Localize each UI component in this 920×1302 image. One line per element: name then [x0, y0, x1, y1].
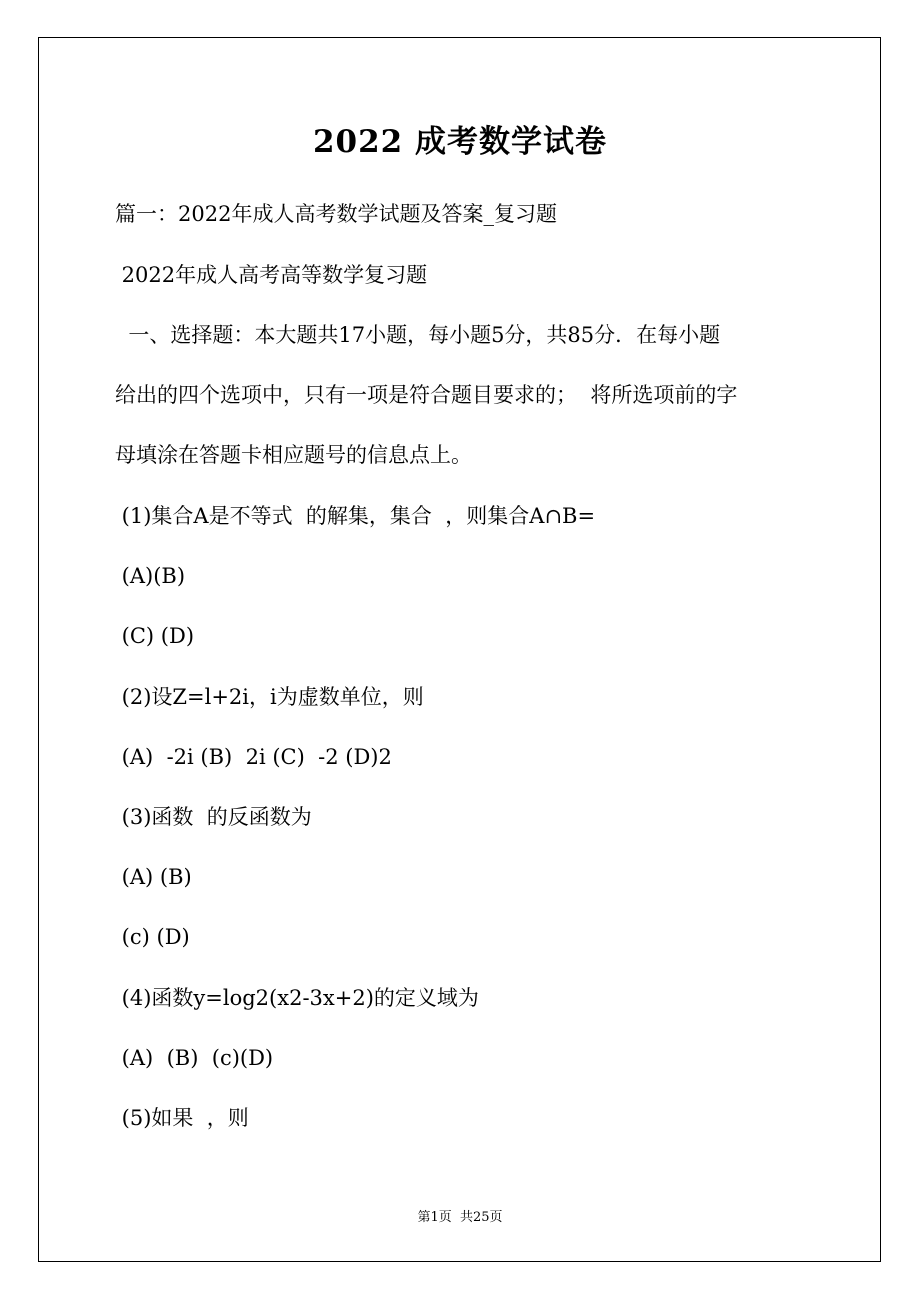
- question-3-options-a: (A) (B): [115, 865, 192, 889]
- section-heading: 篇一：2022年成人高考数学试题及答案_复习题: [115, 202, 557, 226]
- subtitle: 2022年成人高考高等数学复习题: [115, 263, 428, 287]
- question-4: (4)函数y=log2(x2-3x+2)的定义域为: [115, 986, 479, 1010]
- question-2: (2)设Z=l+2i，i为虚数单位，则: [115, 685, 424, 709]
- question-1: (1)集合A是不等式 的解集，集合 ，则集合A∩B=: [115, 504, 596, 528]
- question-3-options-c: (c) (D): [115, 925, 190, 949]
- question-5: (5)如果 ，则: [115, 1106, 249, 1130]
- question-1-options-c: (C) (D): [115, 624, 195, 648]
- instruction-line-3: 母填涂在答题卡相应题号的信息点上。: [115, 443, 472, 467]
- instruction-line-1: 一、选择题：本大题共17小题，每小题5分，共85分．在每小题: [115, 323, 721, 347]
- page-footer: 第1页 共25页: [417, 1210, 503, 1225]
- question-4-options: (A) (B) (c)(D): [115, 1046, 274, 1070]
- question-2-options: (A) -2i (B) 2i (C) -2 (D)2: [115, 745, 392, 769]
- instruction-line-2: 给出的四个选项中，只有一项是符合题目要求的； 将所选项前的字: [115, 383, 738, 407]
- document-title: 2022 成考数学试卷: [312, 124, 608, 160]
- question-1-options-a: (A)(B): [115, 564, 186, 588]
- question-3: (3)函数 的反函数为: [115, 805, 312, 829]
